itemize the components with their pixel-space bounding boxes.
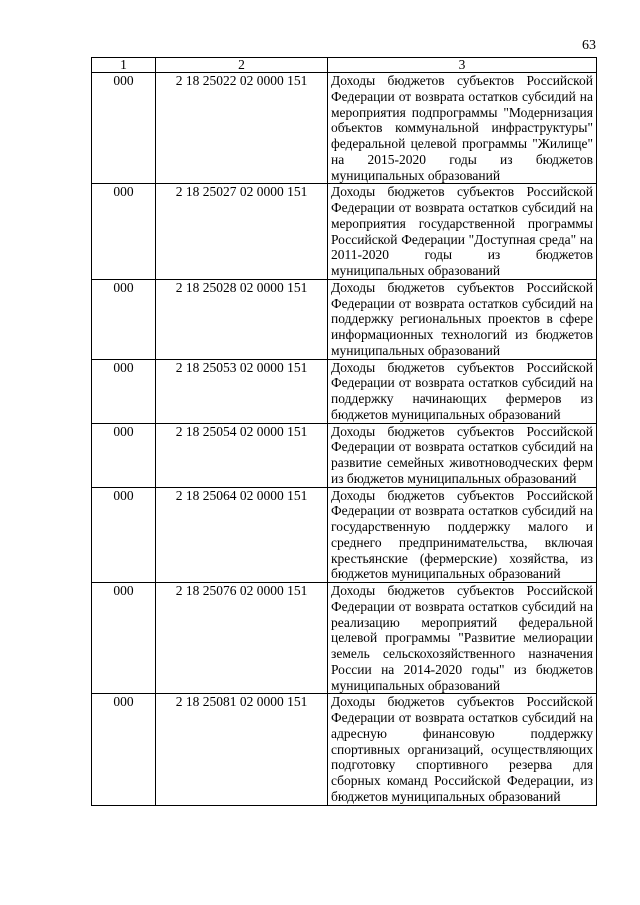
column-header-2: 2 — [156, 58, 328, 73]
table-body — [92, 73, 597, 806]
table-row — [92, 583, 597, 694]
revenue-name-cell: Доходы бюджетов субъектов Российской Федерации от возврата остатков субсидий на мероприятия подпрограммы "Модернизация объектов коммунальной инфраструктуры" федеральной целевой программы "Жилище" на 2015-2020 годы из бюджетов муниципальных образований — [328, 73, 597, 184]
column-header-1: 1 — [92, 58, 156, 73]
revenue-name-cell: Доходы бюджетов субъектов Российской Федерации от возврата остатков субсидий на мероприятия государственной программы Российской Федерации "Доступная среда" на 2011-2020 годы из бюджетов муниципальных образований — [328, 184, 597, 280]
kbk-code-cell: 2 18 25053 02 0000 151 — [156, 359, 328, 423]
table-row — [92, 487, 597, 583]
admin-code-cell: 000 — [92, 423, 156, 487]
admin-code-cell: 000 — [92, 487, 156, 583]
kbk-code-cell: 2 18 25076 02 0000 151 — [156, 583, 328, 694]
table-row — [92, 423, 597, 487]
kbk-code-cell: 2 18 25064 02 0000 151 — [156, 487, 328, 583]
admin-code-cell: 000 — [92, 279, 156, 359]
admin-code-cell: 000 — [92, 184, 156, 280]
table-row — [92, 184, 597, 280]
revenue-name-cell: Доходы бюджетов субъектов Российской Федерации от возврата остатков субсидий на реализацию мероприятий федеральной целевой программы "Развитие мелиорации земель сельскохозяйственного назначения России на 2014-2020 годы" из бюджетов муниципальных образований — [328, 583, 597, 694]
revenue-name-cell: Доходы бюджетов субъектов Российской Федерации от возврата остатков субсидий на адресную финансовую поддержку спортивных организаций, осуществляющих подготовку спортивного резерва для сборных команд Российской Федерации, из бюджетов муниципальных образований — [328, 694, 597, 805]
table-header — [92, 58, 597, 73]
admin-code-cell: 000 — [92, 694, 156, 805]
kbk-code-cell: 2 18 25028 02 0000 151 — [156, 279, 328, 359]
table-row — [92, 73, 597, 184]
kbk-code-cell: 2 18 25081 02 0000 151 — [156, 694, 328, 805]
admin-code-cell: 000 — [92, 73, 156, 184]
table-row — [92, 279, 597, 359]
kbk-code-cell: 2 18 25022 02 0000 151 — [156, 73, 328, 184]
column-header-3: 3 — [328, 58, 597, 73]
page-number: 63 — [582, 38, 596, 53]
admin-code-cell: 000 — [92, 359, 156, 423]
budget-classification-table — [91, 57, 597, 806]
admin-code-cell: 000 — [92, 583, 156, 694]
header-row — [92, 58, 597, 73]
kbk-code-cell: 2 18 25054 02 0000 151 — [156, 423, 328, 487]
kbk-code-cell: 2 18 25027 02 0000 151 — [156, 184, 328, 280]
revenue-name-cell: Доходы бюджетов субъектов Российской Федерации от возврата остатков субсидий на поддержку начинающих фермеров из бюджетов муниципальных образований — [328, 359, 597, 423]
revenue-name-cell: Доходы бюджетов субъектов Российской Федерации от возврата остатков субсидий на государственную поддержку малого и среднего предпринимательства, включая крестьянские (фермерские) хозяйства, из бюджетов муниципальных образований — [328, 487, 597, 583]
revenue-name-cell: Доходы бюджетов субъектов Российской Федерации от возврата остатков субсидий на поддержку региональных проектов в сфере информационных технологий из бюджетов муниципальных образований — [328, 279, 597, 359]
revenue-name-cell: Доходы бюджетов субъектов Российской Федерации от возврата остатков субсидий на развитие семейных животноводческих ферм из бюджетов муниципальных образований — [328, 423, 597, 487]
table-row — [92, 359, 597, 423]
table-row — [92, 694, 597, 805]
